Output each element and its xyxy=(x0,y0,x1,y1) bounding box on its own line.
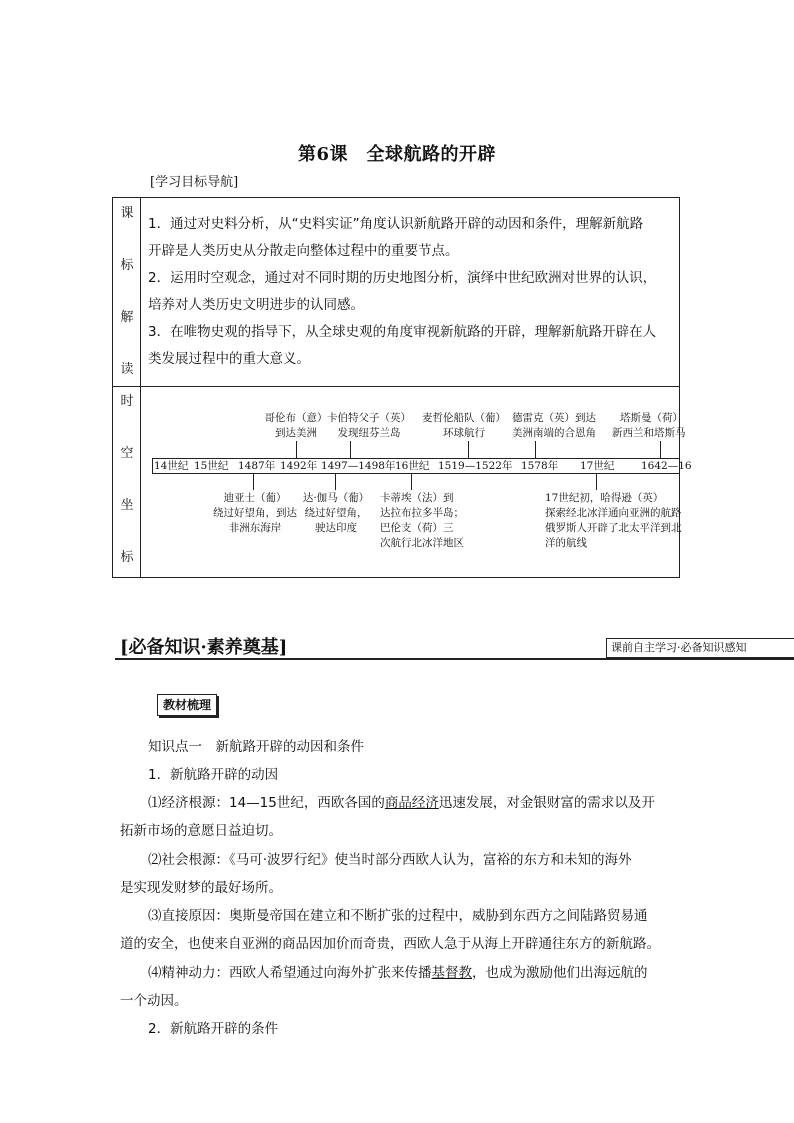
timeline-tick: 1642—16 xyxy=(641,460,692,472)
timeline-tick: 1497—1498年 xyxy=(321,460,396,472)
event-text: 探索经北冰洋通向亚洲的航路 xyxy=(545,507,682,519)
objective-line: 1．通过对史料分析，从“史料实证”角度认识新航路开辟的动因和条件，理解新航路 xyxy=(148,216,644,232)
event-text: 达拉布拉多半岛； xyxy=(380,507,464,519)
paragraph-line: 一个动因。 xyxy=(120,993,188,1009)
paragraph-line xyxy=(148,791,655,811)
paragraph-line: 拓新市场的意愿日益迫切。 xyxy=(120,823,282,839)
timeline-event-top xyxy=(506,411,602,441)
underlined-term: 商品经济 xyxy=(384,795,439,811)
text-span: ⑷精神动力：西欧人希望通过向海外扩张来传播 xyxy=(148,965,432,981)
event-text: 塔斯曼（荷） xyxy=(620,412,683,424)
event-text: 到达美洲 xyxy=(275,427,317,439)
timeline-tick: 16世纪 xyxy=(395,460,430,472)
timeline-event-bottom xyxy=(302,491,370,536)
timeline-tick: 1519—1522年 xyxy=(438,460,513,472)
side-label-char: 解 xyxy=(120,310,134,325)
objective-line: 培养对人类历史文明进步的认同感。 xyxy=(148,297,364,313)
side-label-char: 读 xyxy=(120,362,134,377)
text-span: ⑴经济根源：14—15世纪，西欧各国的 xyxy=(148,795,385,811)
timeline-connector xyxy=(253,474,254,490)
event-text: 绕过好望角，到达 xyxy=(213,507,297,519)
text-span: 迅速发展，对金银财富的需求以及开 xyxy=(438,795,655,811)
timeline-event-bottom xyxy=(545,491,680,551)
timeline-tick: 14世纪 xyxy=(154,460,189,472)
side-label-char: 课 xyxy=(120,206,134,221)
timeline-connector xyxy=(350,441,351,458)
event-text: 美洲南端的合恩角 xyxy=(512,427,596,439)
side-label-char: 标 xyxy=(120,258,134,273)
table-divider xyxy=(113,386,679,387)
event-text: 麦哲伦船队（葡） xyxy=(422,412,506,424)
side-label-char: 时 xyxy=(120,394,134,409)
event-text: 俄罗斯人开辟了北太平洋到北 xyxy=(545,522,682,534)
event-text: 绕过好望角， xyxy=(304,507,368,519)
objective-line: 类发展过程中的重大意义。 xyxy=(148,351,310,367)
side-label-char: 坐 xyxy=(120,498,134,513)
knowledge-point-title: 知识点一 新航路开辟的动因和条件 xyxy=(148,739,364,755)
timeline-connector xyxy=(535,441,536,458)
event-text: 次航行北冰洋地区 xyxy=(380,537,464,549)
timeline-event-bottom xyxy=(380,491,464,551)
event-text: 德雷克（英）到达 xyxy=(512,412,596,424)
lesson-title: 第6课 全球航路的开辟 xyxy=(297,144,497,165)
objective-line: 3．在唯物史观的指导下，从全球史观的角度审视新航路的开辟，理解新航路开辟在人 xyxy=(148,324,657,340)
event-text: 卡蒂埃（法）到 xyxy=(380,492,454,504)
timeline-tick: 1492年 xyxy=(280,460,318,472)
event-text: 17世纪初，哈得逊（英） xyxy=(545,492,664,504)
side-label-char: 空 xyxy=(120,446,134,461)
objective-line: 开辟是人类历史从分散走向整体过程中的重要节点。 xyxy=(148,243,459,259)
event-text: 迪亚士（葡） xyxy=(223,492,287,504)
timeline-tick: 15世纪 xyxy=(194,460,229,472)
section-rule xyxy=(115,658,794,660)
timeline-connector xyxy=(660,441,661,458)
timeline-event-top xyxy=(324,411,414,441)
timeline-event-bottom xyxy=(212,491,298,536)
event-text: 非洲东海岸 xyxy=(228,522,282,534)
paragraph-line: 道的安全，也使来自亚洲的商品因加价而奇贵，西欧人急于从海上开辟通往东方的新航路。 xyxy=(120,936,660,952)
timeline-connector xyxy=(296,441,297,458)
event-text: 驶达印度 xyxy=(315,522,357,534)
timeline-event-top xyxy=(612,411,686,441)
subheading: 1．新航路开辟的动因 xyxy=(148,767,279,783)
paragraph-line: 是实现发财梦的最好场所。 xyxy=(120,880,282,896)
event-text: 发现纽芬兰岛 xyxy=(337,427,401,439)
section-badge: 课前自主学习·必备知识感知 xyxy=(606,638,794,658)
timeline-connector xyxy=(468,441,469,458)
event-text: 新西兰和塔斯马 xyxy=(612,427,686,439)
event-text: 达·伽马（葡） xyxy=(302,492,370,504)
side-label-char: 标 xyxy=(120,550,134,565)
objective-line: 2．运用时空观念，通过对不同时期的历史地图分析，演绎中世纪欧洲对世界的认识， xyxy=(148,270,657,286)
event-text: 卡伯特父子（英） xyxy=(327,412,411,424)
event-text: 巴伦支（荷）三 xyxy=(380,522,454,534)
event-text: 环球航行 xyxy=(443,427,485,439)
timeline-connector xyxy=(596,474,597,490)
underlined-term: 基督教 xyxy=(431,965,472,981)
timeline-tick: 17世纪 xyxy=(580,460,615,472)
timeline-connector xyxy=(335,474,336,490)
timeline-tick: 1487年 xyxy=(238,460,276,472)
paragraph-line xyxy=(148,961,648,981)
subheading: 2．新航路开辟的条件 xyxy=(148,1021,279,1037)
section-header: [必备知识·素养奠基] xyxy=(120,637,288,658)
timeline-tick: 1578年 xyxy=(521,460,559,472)
text-span: ，也成为激励他们出海远航的 xyxy=(472,965,648,981)
event-text: 哥伦布（意） xyxy=(264,412,328,424)
event-text: 洋的航线 xyxy=(545,537,587,549)
timeline-connector xyxy=(411,474,412,490)
paragraph-line: ⑵社会根源：《马可·波罗行纪》使当时部分西欧人认为，富裕的东方和未知的海外 xyxy=(148,852,632,868)
paragraph-line: ⑶直接原因：奥斯曼帝国在建立和不断扩张的过程中，威胁到东西方之间陆路贸易通 xyxy=(148,908,648,924)
learning-goals-label: [学习目标导航] xyxy=(150,175,239,190)
timeline-event-top xyxy=(416,411,512,441)
textbook-summary-tag: 教材梳理 xyxy=(157,694,217,716)
